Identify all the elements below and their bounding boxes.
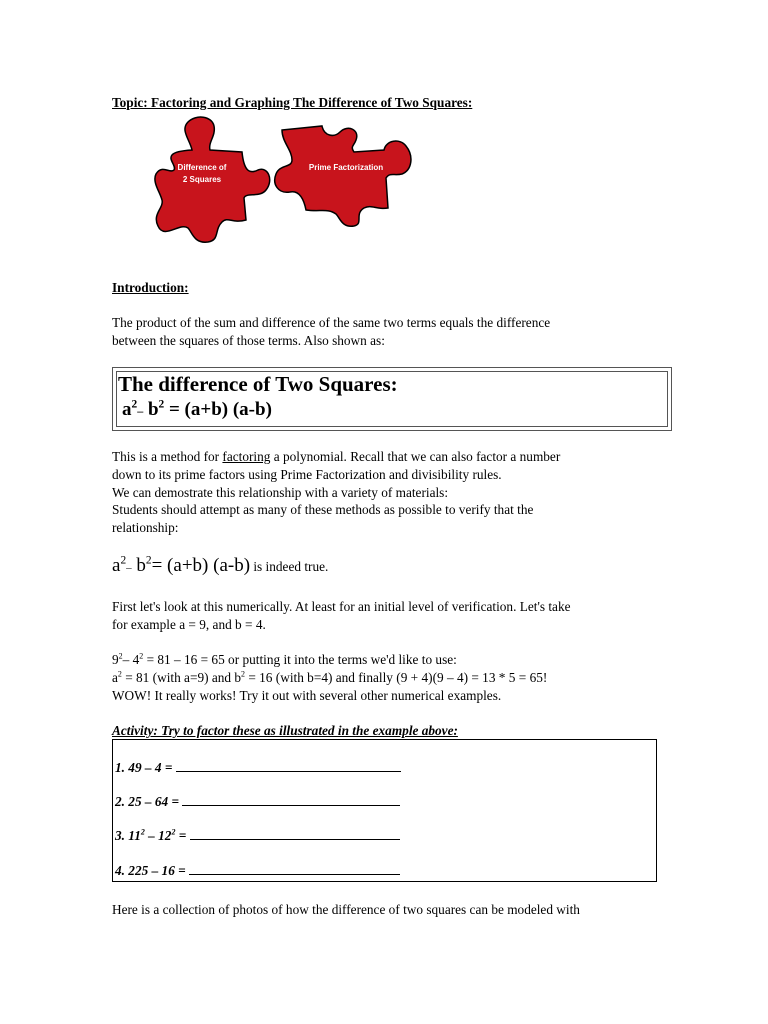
photos-intro-line: Here is a collection of photos of how the difference of two squares can be modeled with	[112, 902, 580, 917]
activity-item-4: 4. 225 – 16 =	[115, 862, 400, 879]
answer-blank-3[interactable]	[190, 827, 400, 840]
piece2-label: Prime Factorization	[308, 163, 384, 172]
numeric-line5: WOW! It really works! Try it out with several other numerical examples.	[112, 688, 502, 703]
numeric-line2: for example a = 9, and b = 4.	[112, 617, 266, 632]
introduction-heading: Introduction:	[112, 280, 189, 295]
piece1-label-line2: 2 Squares	[182, 175, 222, 184]
prime-factorization-puzzle-piece	[275, 126, 411, 226]
numeric-line3: $9^2-$ $4^2 = 81 - 16 = 65$ or putting it into the terms we'd like to use:	[112, 651, 457, 667]
answer-blank-2[interactable]	[182, 793, 400, 806]
method-line2: down to its prime factors using Prime Factorization and divisibility rules.	[112, 467, 502, 482]
puzzle-pieces-image	[150, 112, 430, 247]
piece1-label-line1: Difference of	[177, 163, 227, 172]
formula-box	[112, 367, 672, 431]
method-line4: Students should attempt as many of these methods as possible to verify that the	[112, 502, 534, 517]
activity-item-1: 1. 49 – 4 =	[115, 759, 401, 776]
answer-blank-1[interactable]	[176, 759, 401, 772]
factoring-link[interactable]: factoring	[222, 449, 271, 464]
activity-item-3: 3. $11^2 - 12^2$ =	[115, 827, 400, 844]
intro-paragraph-line2: between the squares of those terms. Also shown as:	[112, 333, 385, 348]
difference-of-squares-puzzle-piece	[155, 117, 270, 242]
activity-heading: Activity: Try to factor these as illustrated in the example above:	[112, 723, 458, 738]
formula-statement: $a^2-$ $b^2= (a+b)$ (a-b) is indeed true.	[112, 554, 329, 576]
method-line5: relationship:	[112, 520, 179, 535]
method-line3: We can demostrate this relationship with a variety of materials:	[112, 485, 449, 500]
activity-box	[112, 739, 657, 882]
formula-box-equation: $a^2-$ $b^2 = (a+b)$ (a-b)	[122, 398, 272, 420]
formula-box-title: The difference of Two Squares:	[118, 372, 398, 396]
intro-paragraph-line1: The product of the sum and difference of the same two terms equals the difference	[112, 315, 551, 330]
method-line1: This is a method for factoring a polynomial. Recall that we can also factor a number	[112, 449, 561, 464]
numeric-line4: $a^2 = 81$ (with a=9) and $b^2 = 16$ (with b=4) and finally (9 + 4)(9 – 4) = 13 * 5 = 65!	[112, 669, 548, 685]
numeric-line1: First let's look at this numerically. At least for an initial level of verification. Let's take	[112, 599, 571, 614]
topic-heading: Topic: Factoring and Graphing The Difference of Two Squares:	[112, 95, 473, 110]
activity-item-2: 2. 25 – 64 =	[115, 793, 400, 810]
answer-blank-4[interactable]	[189, 862, 400, 875]
